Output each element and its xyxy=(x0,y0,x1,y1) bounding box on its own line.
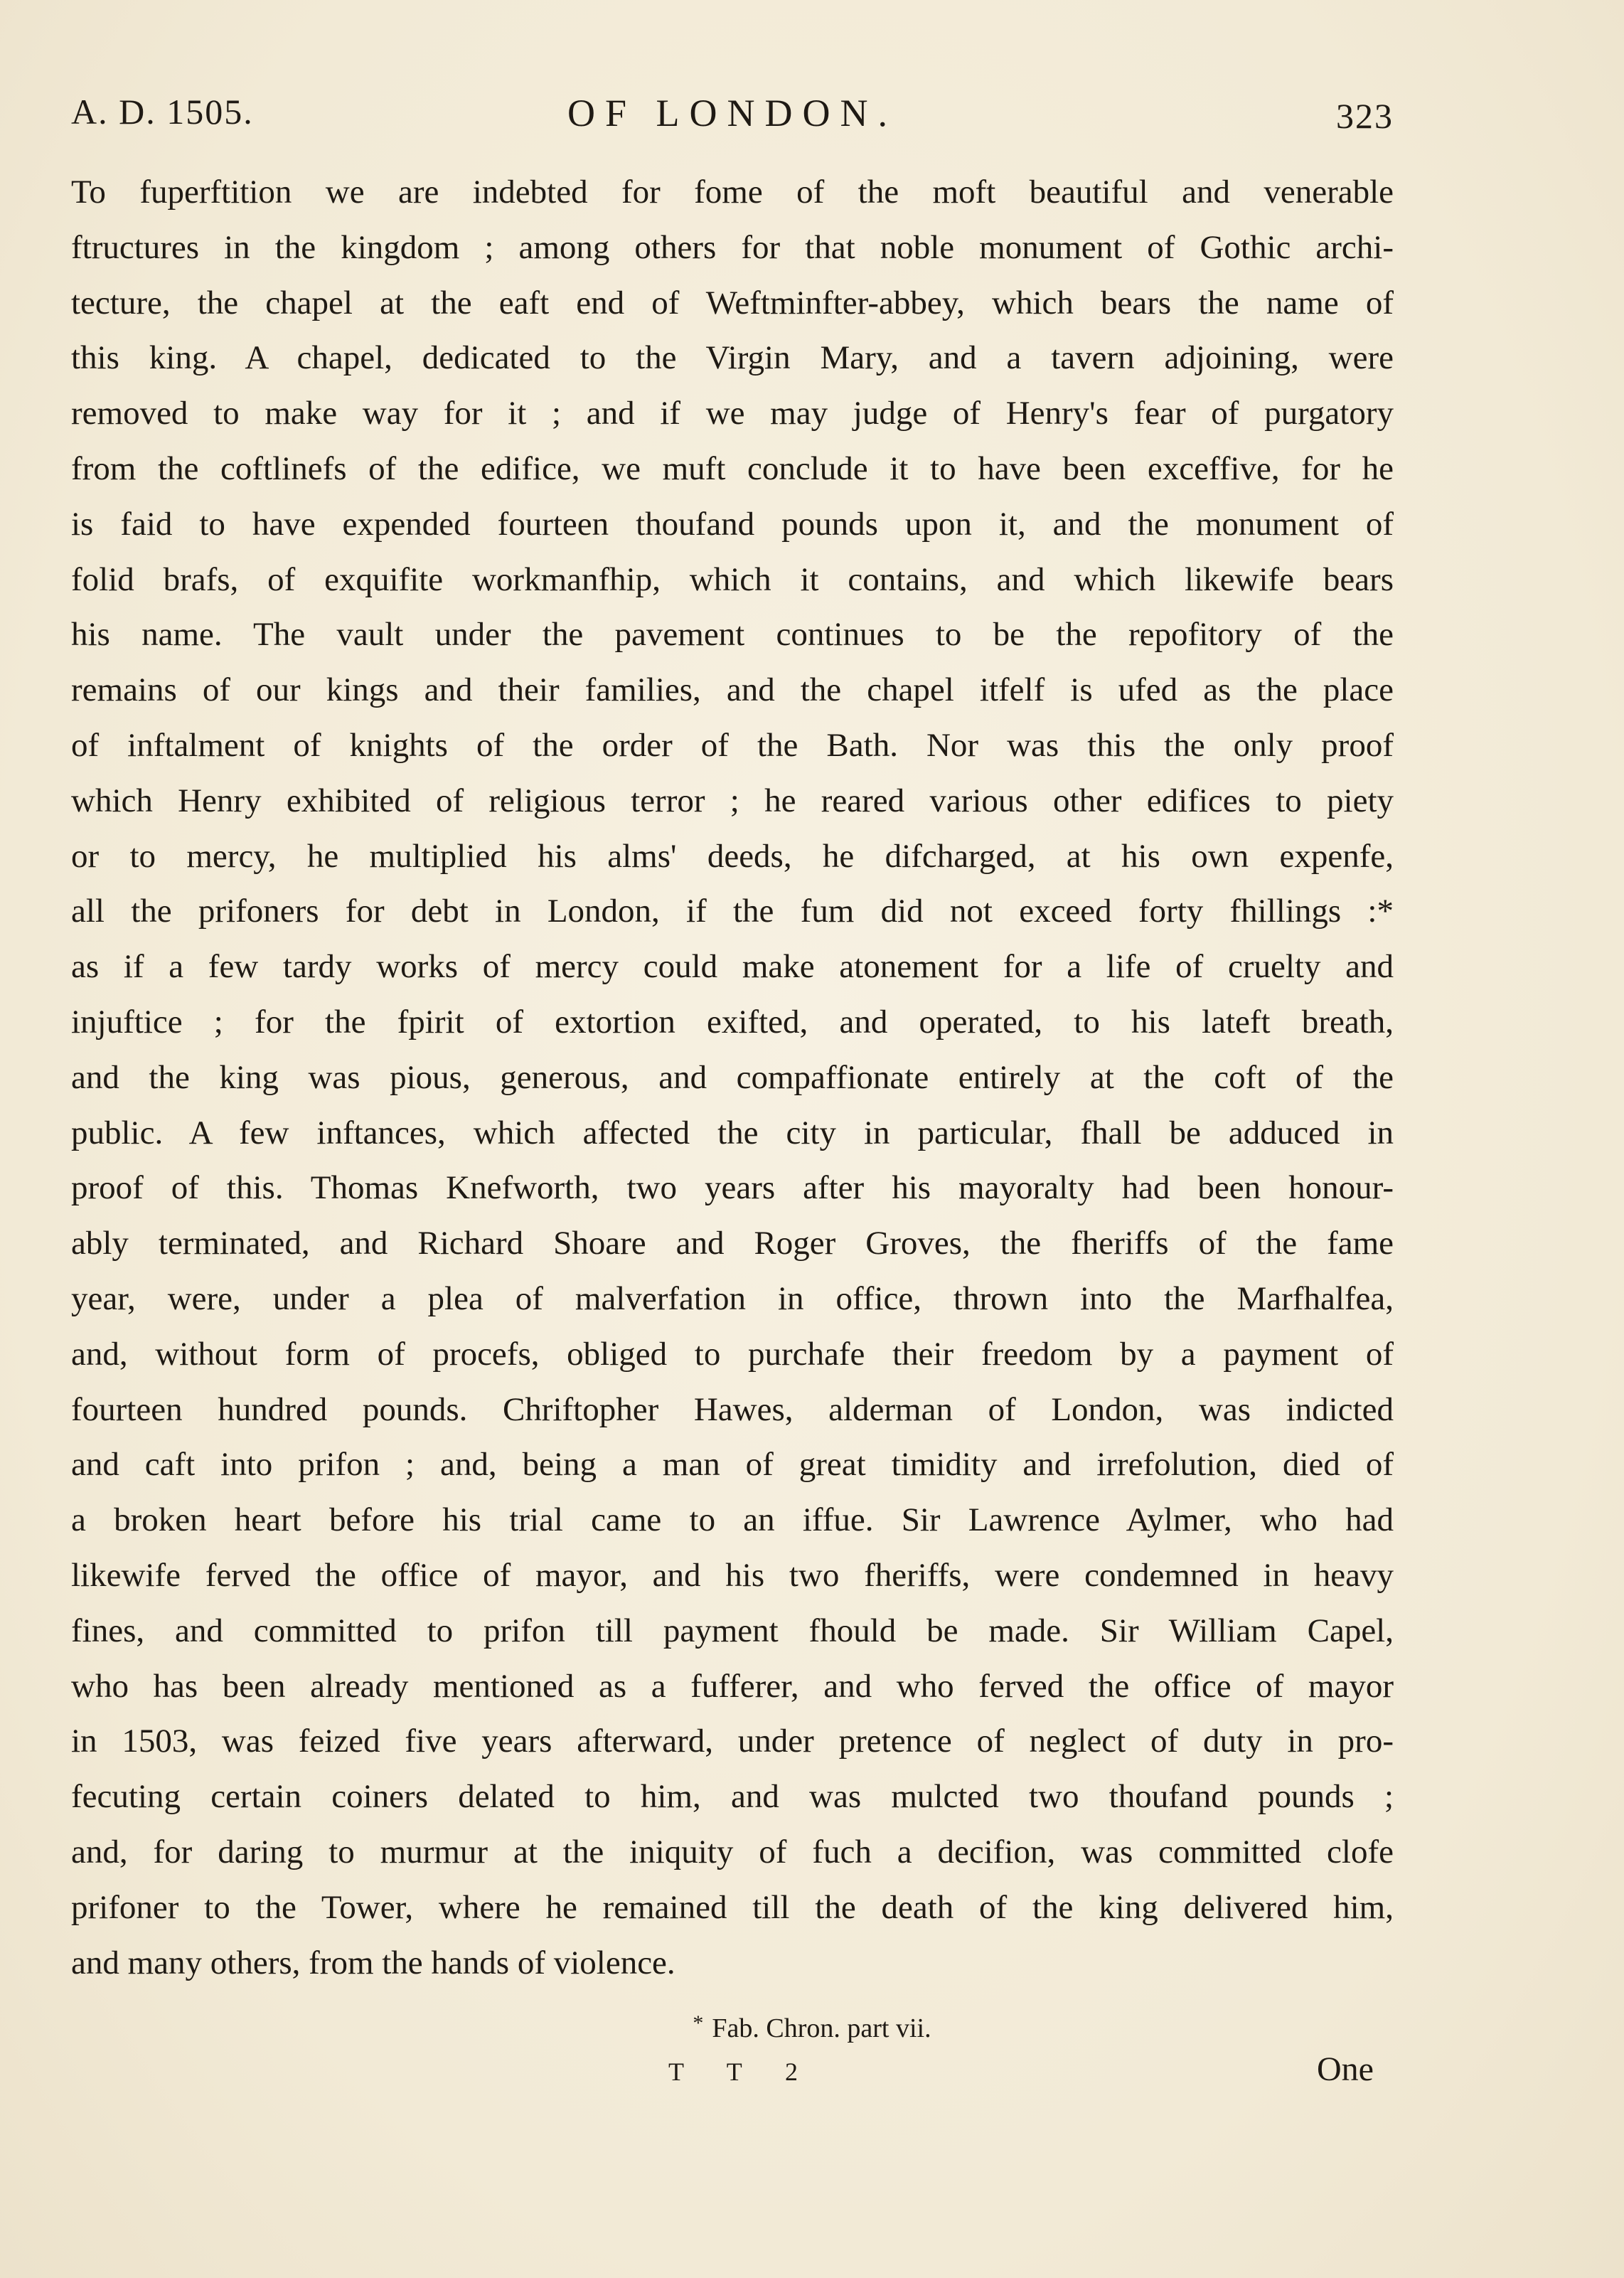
text-line: injuftice ; for the fpirit of extortion exifted, and operated, to his lateft breath, xyxy=(71,1003,1394,1040)
footnote-text: Fab. Chron. part vii. xyxy=(712,2013,931,2043)
text-line: fecuting certain coiners delated to him, and was mulcted two thoufand pounds ; xyxy=(71,1778,1394,1816)
text-line: a broken heart before his trial came to an iffue. Sir Lawrence Aylmer, who had xyxy=(71,1501,1394,1539)
text-line: and caft into prifon ; and, being a man of great timidity and irrefolution, died of xyxy=(71,1446,1394,1484)
text-line: public. A few inftances, which affected the city in particular, fhall be adduced in xyxy=(71,1114,1394,1151)
signature-mark: T T 2 xyxy=(668,2058,817,2086)
footnote-mark: * xyxy=(693,2011,704,2035)
text-line: who has been already mentioned as a fufferer, and who ferved the office of mayor xyxy=(71,1667,1394,1705)
text-line: which Henry exhibited of religious terror ; he reared various other edifices to piety xyxy=(71,782,1394,819)
text-line: tecture, the chapel at the eaft end of Weftminfter-abbey, which bears the name of xyxy=(71,284,1394,321)
text-line: ably terminated, and Richard Shoare and Roger Groves, the fheriffs of the fame xyxy=(71,1225,1394,1262)
text-line: fines, and committed to prifon till payment fhould be made. Sir William Capel, xyxy=(71,1612,1394,1649)
text-line: his name. The vault under the pavement continues to be the repofitory of the xyxy=(71,616,1394,654)
body-text xyxy=(71,165,1394,1991)
text-line: in 1503, was feized five years afterward, under pretence of neglect of duty in pro- xyxy=(71,1723,1394,1760)
text-line: this king. A chapel, dedicated to the Virgin Mary, and a tavern adjoining, were xyxy=(71,339,1394,377)
text-line: and, without form of procefs, obliged to purchafe their freedom by a payment of xyxy=(71,1335,1394,1373)
footnote xyxy=(0,2011,1624,2044)
text-line: is faid to have expended fourteen thoufand pounds upon it, and the monument of xyxy=(71,505,1394,543)
catchword: One xyxy=(1317,2050,1374,2088)
text-line: all the prifoners for debt in London, if the fum did not exceed forty fhillings :* xyxy=(71,893,1394,930)
text-line: fourteen hundred pounds. Chriftopher Hawes, alderman of London, was indicted xyxy=(71,1390,1394,1428)
text-line: and the king was pious, generous, and compaffionate entirely at the coft of the xyxy=(71,1058,1394,1096)
text-line: from the coftlinefs of the edifice, we muft conclude it to have been exceffive, for he xyxy=(71,449,1394,487)
text-line: likewife ferved the office of mayor, and his two fheriffs, were condemned in heavy xyxy=(71,1556,1394,1594)
text-line: as if a few tardy works of mercy could make atonement for a life of cruelty and xyxy=(71,948,1394,986)
text-line: year, were, under a plea of malverfation in office, thrown into the Marfhalfea, xyxy=(71,1279,1394,1317)
text-line: ftructures in the kingdom ; among others for that noble monument of Gothic archi- xyxy=(71,228,1394,266)
text-line: of inftalment of knights of the order of the Bath. Nor was this the only proof xyxy=(71,726,1394,764)
text-line: or to mercy, he multiplied his alms' deeds, he difcharged, at his own expenfe, xyxy=(71,837,1394,875)
running-head xyxy=(71,91,1394,148)
text-line: folid brafs, of exquifite workmanfhip, which it contains, and which likewife bears xyxy=(71,560,1394,598)
text-line: prifoner to the Tower, where he remained till the death of the king delivered him, xyxy=(71,1888,1394,1926)
year-heading: A. D. 1505. xyxy=(71,92,254,132)
text-line: removed to make way for it ; and if we may judge of Henry's fear of purgatory xyxy=(71,395,1394,432)
text-line: and, for daring to murmur at the iniquity of fuch a decifion, was committed clofe xyxy=(71,1833,1394,1870)
page-title: OF LONDON. xyxy=(567,92,897,134)
page-number: 323 xyxy=(1336,96,1394,136)
text-line: remains of our kings and their families, and the chapel itfelf is ufed as the place xyxy=(71,671,1394,709)
text-line: To fuperftition we are indebted for fome of the moft beautiful and venerable xyxy=(71,174,1394,211)
text-line: and many others, from the hands of violence. xyxy=(71,1944,675,1981)
text-line: proof of this. Thomas Knefworth, two years after his mayoralty had been honour- xyxy=(71,1169,1394,1207)
